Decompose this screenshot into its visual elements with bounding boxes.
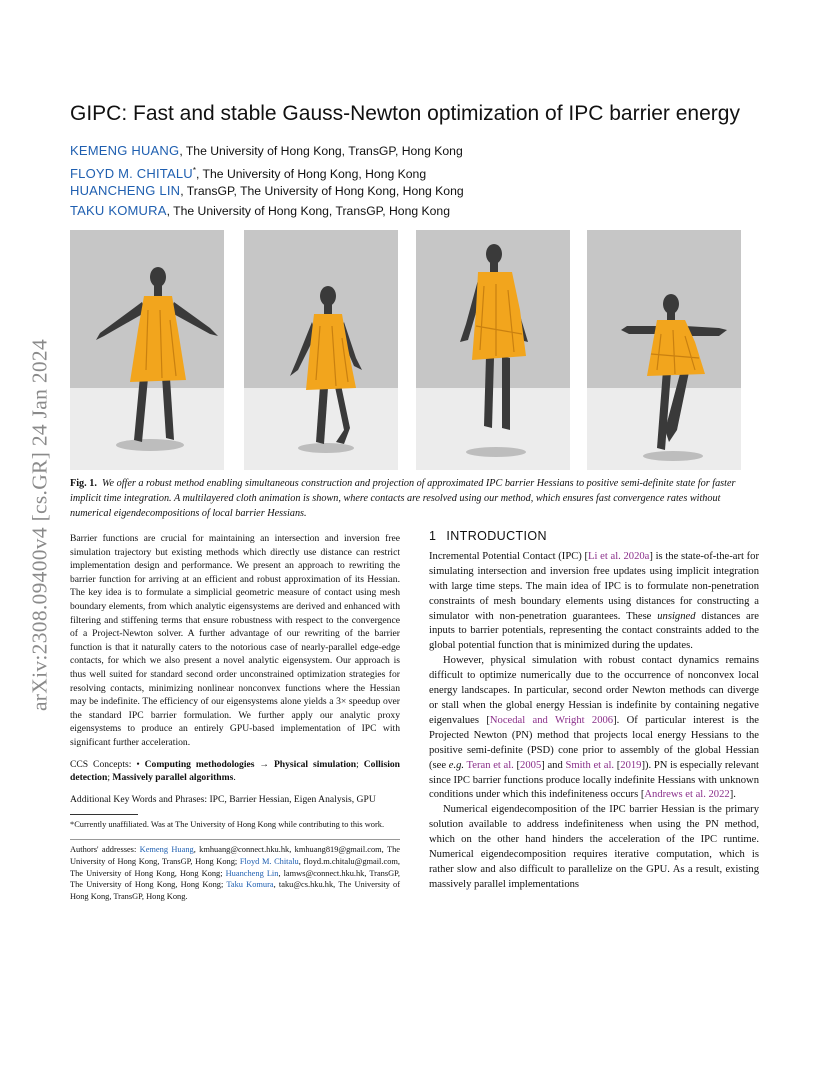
address-text: , lamws@connect.hku.hk, TransGP, The University of Hong Kong, Hong Kong; (70, 868, 400, 890)
citation-link[interactable]: Li et al. 2020a (588, 550, 650, 562)
citation-link[interactable]: Nocedal and Wright 2006 (489, 714, 614, 726)
author-affiliation: , TransGP, The University of Hong Kong, Hong Kong (180, 184, 464, 198)
body-text: ]. (729, 789, 736, 801)
cloth-render-1 (70, 230, 224, 470)
body-text: [ (513, 759, 521, 771)
author-name[interactable]: KEMENG HUANG (70, 143, 180, 158)
cloth-render-3 (416, 230, 570, 470)
body-text: ] is the state-of-the-art for simulating intersection and inversion free updates using implicit integration with large time steps. The main idea of IPC is to formulate non-penetration constraints of mesh boundary elements using distances for constructing a simulator with non-penetration guarantees. These (429, 550, 759, 622)
ccs-concept: Computing methodologies (144, 758, 255, 770)
citation-link[interactable]: Smith et al. (565, 759, 615, 771)
author-affiliation: , The University of Hong Kong, TransGP, Hong Kong (179, 144, 463, 158)
right-column (429, 529, 759, 893)
arxiv-stamp-text: arXiv:2308.09400v4 [cs.GR] 24 Jan 2024 (27, 338, 52, 712)
intro-paragraph-1 (429, 550, 759, 654)
figure-panel-1 (70, 230, 224, 470)
author-addresses (70, 844, 400, 903)
author-line (70, 181, 770, 201)
address-text: Authors' addresses: (70, 845, 140, 855)
ccs-label: CCS Concepts: • (70, 758, 145, 770)
keywords: Additional Key Words and Phrases: IPC, Barrier Hessian, Eigen Analysis, GPU (70, 793, 376, 805)
body-text: ]). PN is especially relevant since IPC barrier functions produce locally indefinite Hessians with unknown conditions under which this indefiniteness occurs [ (429, 759, 759, 801)
author-line (70, 201, 770, 221)
author-name[interactable]: FLOYD M. CHITALU (70, 166, 193, 182)
citation-link[interactable]: Teran et al. (466, 759, 514, 771)
section-heading (429, 529, 759, 544)
footnote-rule (70, 814, 138, 815)
address-text: , kmhuang@connect.hku.hk, kmhuang819@gmail.com, The University of Hong Kong, TransGP, Hong Kong; (70, 845, 401, 866)
footnote: *Currently unaffiliated. Was at The University of Hong Kong while contributing to this work. (70, 820, 385, 830)
teaser-figure (70, 230, 758, 470)
ccs-end: . (233, 772, 236, 784)
paper-title: GIPC: Fast and stable Gauss-Newton optimization of IPC barrier energy (70, 102, 740, 125)
body-text: ] and (541, 759, 566, 771)
cloth-render-2 (244, 230, 398, 470)
author-affiliation: , The University of Hong Kong, TransGP, Hong Kong (166, 204, 450, 218)
ccs-concept: Massively parallel algorithms (112, 772, 234, 784)
body-text: [ (614, 759, 621, 771)
body-text: However, physical simulation with robust contact dynamics remains difficult to optimize numerically due to the occurrence of nonconvex local energy landscapes. In particular, second order Newton methods can diverge or stall when the global energy Hessian is indefinite by containing negative eigenvalues [ (429, 655, 759, 726)
author-line (70, 161, 770, 181)
caption-text: We offer a robust method enabling simultaneous construction and projection of approximated IPC barrier Hessians to positive semi-definite state for faster implicit time integration. A multilayered cloth animation is shown, where contacts are resolved using our method, which ensures fast convergence rates without numerical eigendecompositions of local barrier Hessians. (70, 478, 736, 519)
intro-paragraph-3: Numerical eigendecomposition of the IPC barrier Hessian is the primary solution available to address indefiniteness when using the PN method, which on the other hand hinders the acceleration of the IPC runtime. Numerical eigendecomposition requires iterative computation, which is rather slow and also difficult to parallelize on the GPU. As a result, existing massively parallel implementations (429, 804, 759, 890)
author-footnote-marker[interactable]: * (192, 166, 196, 175)
body-text: distances are inputs to barrier potentials, representing the contact constraints added to the global potential function that is minimized during the updates. (429, 610, 759, 652)
section-title: INTRODUCTION (446, 529, 547, 543)
author-line (70, 141, 770, 161)
figure-panel-4 (587, 230, 741, 470)
left-column (70, 532, 400, 903)
caption-label: Fig. 1. (70, 478, 97, 489)
author-affiliation: , The University of Hong Kong, Hong Kong (196, 167, 427, 182)
abstract: Barrier functions are crucial for maintaining an intersection and inversion free simulation trajectory but existing methods which directly use distance can restrict implementation design and performance. We present an approach to rewriting the barrier function for arriving at an efficient and robust approximation of its Hessian. The key idea is to formulate a simplicial geometric measure of contact using mesh boundary elements, from which analytic eigensystems are derived and enhanced with filtering and stiffening terms that ensure robustness with respect to the convergence of a Project-Newton solver. A further advantage of our rewriting of the barrier function is that it naturally caters to the notorious case of nearly-parallel edge-edge contacts, for which we also present a novel analytic eigensystem. Our approach is thus well suited for standard second order unconstrained optimization strategies for resolving contacts, minimizing nonlinear nonconvex functions where the Hessian may be indefinite. The efficiency of our eigensystems alone yields a 3× speedup over the standard IPC barrier formulation. We further apply our analytic proxy eigensystems to produce an entirely GPU-based implementation of IPC with significant further acceleration. (70, 533, 400, 748)
body-text: Incremental Potential Contact (IPC) [ (429, 550, 589, 562)
address-author-link[interactable]: Taku Komura (226, 880, 274, 890)
body-text: ]. Of particular interest is the Projected Newton (PN) method that projects local energy Hessians to the positive semi-definite (PSD) cone prior to assembly of the global Hessian (see (429, 714, 759, 771)
emphasis-text: e.g. (448, 759, 465, 771)
citation-link[interactable]: 2019 (620, 759, 642, 771)
section-number: 1 (429, 529, 437, 543)
figure-panel-3 (416, 230, 570, 470)
address-author-link[interactable]: Floyd M. Chitalu (239, 856, 299, 866)
ccs-separator: ; (107, 772, 113, 784)
emphasis-text: unsigned (657, 610, 696, 622)
author-name[interactable]: HUANCHENG LIN (70, 183, 181, 198)
address-author-link[interactable]: Kemeng Huang (139, 845, 194, 855)
author-list (70, 141, 770, 221)
cloth-render-4 (587, 230, 741, 470)
citation-link[interactable]: Andrews et al. 2022 (644, 789, 730, 801)
ccs-concepts (70, 758, 400, 785)
address-author-link[interactable]: Huancheng Lin (225, 868, 279, 878)
intro-paragraph-2 (429, 654, 759, 803)
ccs-arrow: → (254, 758, 274, 770)
arxiv-stamp (20, 290, 60, 760)
ccs-concept: Physical simulation (273, 758, 357, 770)
author-name[interactable]: TAKU KOMURA (70, 203, 167, 218)
address-text: , floyd.m.chitalu@gmail.com, The University of Hong Kong, Hong Kong; (70, 856, 400, 878)
citation-link[interactable]: 2005 (520, 759, 542, 771)
ccs-separator: ; (356, 758, 364, 770)
address-rule (70, 839, 400, 840)
figure-panel-2 (244, 230, 398, 470)
ccs-concept: Collision detection (70, 758, 400, 784)
figure-caption (70, 476, 760, 521)
address-text: , taku@cs.hku.hk, The University of Hong Kong, TransGP, Hong Kong. (70, 880, 401, 902)
